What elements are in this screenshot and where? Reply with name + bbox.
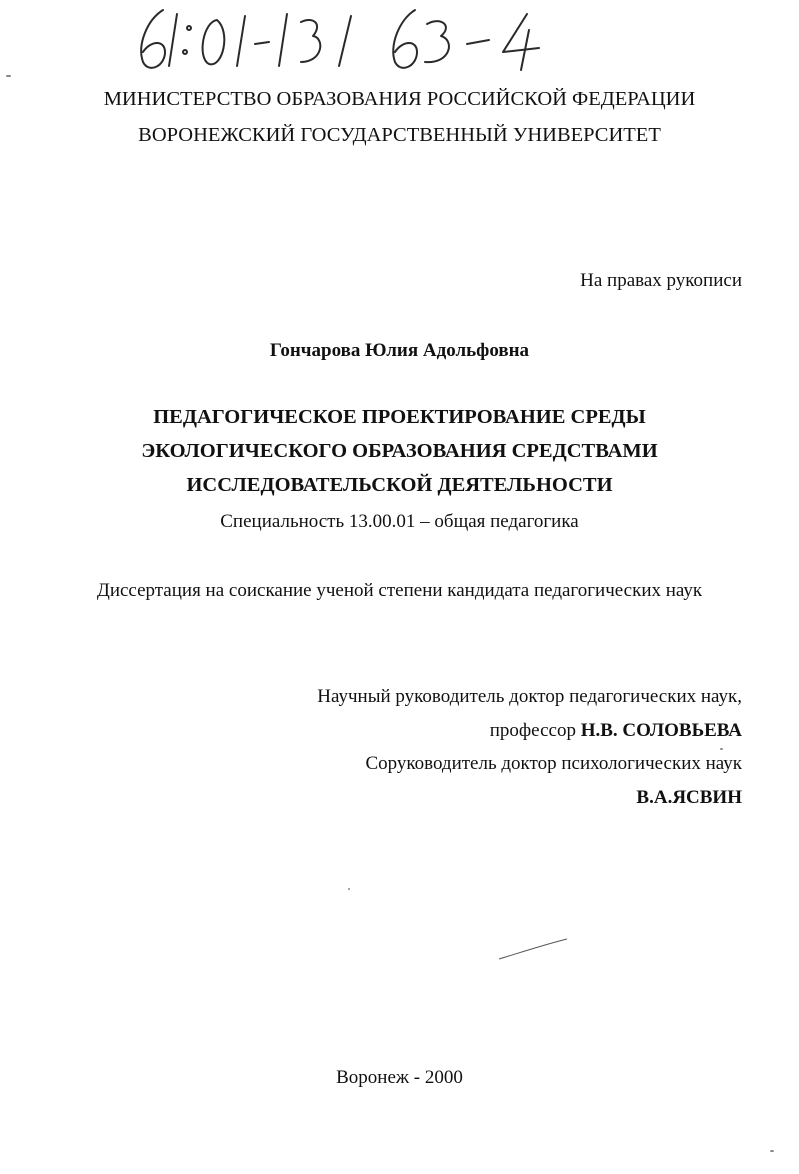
city-year: Воронеж - 2000 [336, 1067, 463, 1088]
supervisor-name: Н.В. СОЛОВЬЕВА [580, 720, 742, 741]
supervisor-line: Научный руководитель доктор педагогических наук, [317, 686, 742, 707]
archive-mark-text: 61:01-13/63-4 [125, 0, 131, 1]
thesis-title-line-1: ПЕДАГОГИЧЕСКОЕ ПРОЕКТИРОВАНИЕ СРЕДЫ [153, 406, 646, 428]
handwritten-archive-mark [125, 0, 565, 80]
thesis-title-line-2: ЭКОЛОГИЧЕСКОГО ОБРАЗОВАНИЯ СРЕДСТВАМИ [141, 440, 658, 462]
specialty: Специальность 13.00.01 – общая педагогика [220, 511, 579, 532]
manuscript-note: На правах рукописи [580, 270, 742, 291]
pen-stroke [495, 935, 575, 965]
supervisor-title-name [490, 720, 742, 742]
scan-speck [720, 748, 723, 750]
scan-speck [348, 888, 350, 890]
supervisor-title: профессор [489, 720, 576, 741]
co-supervisor-line: Соруководитель доктор психологических наук [365, 753, 742, 774]
thesis-title-line-3: ИССЛЕДОВАТЕЛЬСКОЙ ДЕЯТЕЛЬНОСТИ [186, 474, 613, 496]
author-name: Гончарова Юлия Адольфовна [269, 340, 530, 361]
university-heading: ВОРОНЕЖСКИЙ ГОСУДАРСТВЕННЫЙ УНИВЕРСИТЕТ [138, 124, 661, 146]
ministry-heading: МИНИСТЕРСТВО ОБРАЗОВАНИЯ РОССИЙСКОЙ ФЕДЕРАЦИИ [103, 88, 696, 110]
co-supervisor-name: В.А.ЯСВИН [636, 787, 742, 808]
scan-speck [6, 75, 11, 77]
degree-statement: Диссертация на соискание ученой степени кандидата педагогических наук [96, 580, 703, 601]
scan-speck [770, 1150, 774, 1152]
